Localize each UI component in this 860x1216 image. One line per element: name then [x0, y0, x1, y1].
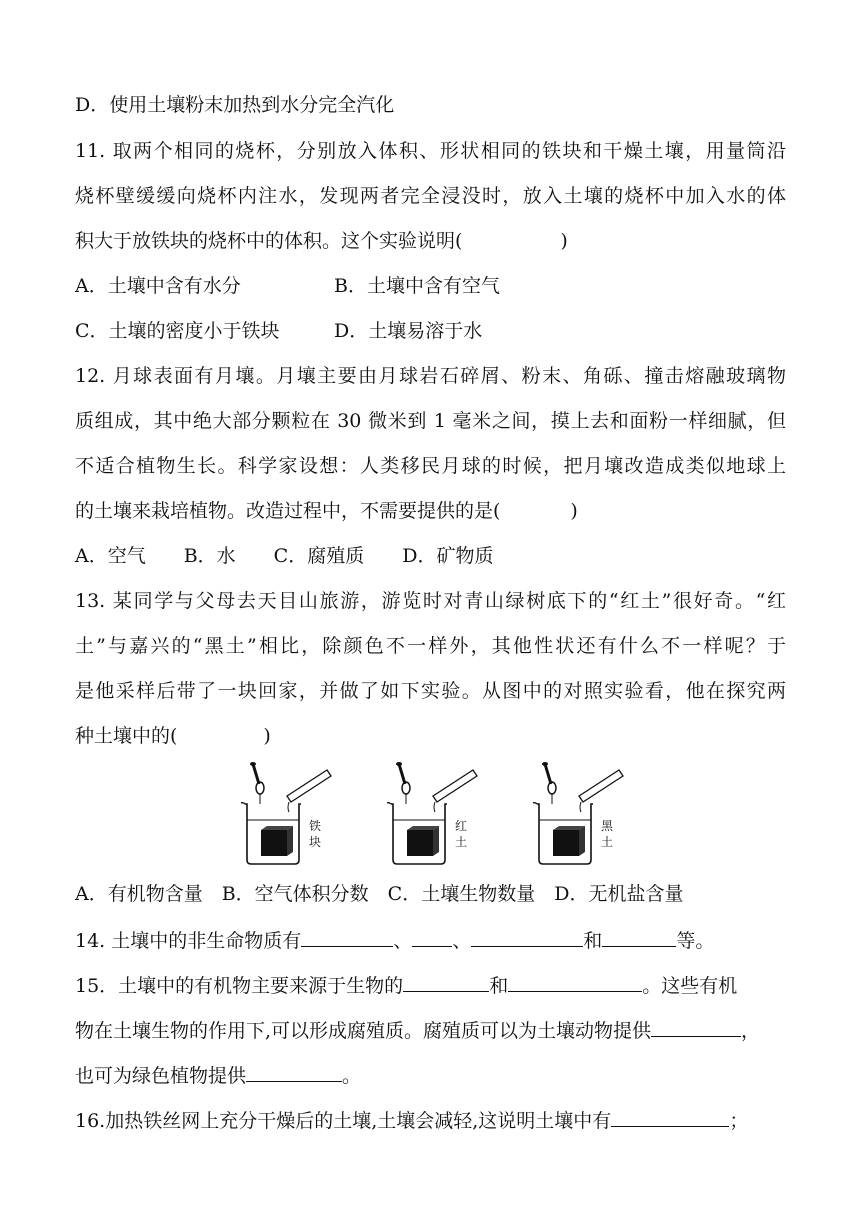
- q13-line-3: 是他采样后带了一块回家，并做了如下实验。从图中的对照实验看，他在探究两: [75, 680, 786, 702]
- q11-line-2: 烧杯壁缓缓向烧杯内注水，发现两者完全浸没时，放入土壤的烧杯中加入水的体: [75, 185, 786, 207]
- q15-blank-3[interactable]: [651, 1018, 741, 1037]
- q16-line: [75, 1108, 748, 1133]
- q12-line-1: 12. 月球表面有月壤。月壤主要由月球岩石碎屑、粉末、角砾、撞击熔融玻璃物: [75, 365, 786, 387]
- q14-blank-1[interactable]: [301, 928, 393, 947]
- q11-option-c: C．土壤的密度小于铁块: [75, 320, 280, 342]
- label-iron-1: 铁: [309, 819, 322, 833]
- q15-blank-4[interactable]: [246, 1063, 342, 1082]
- q15-and: 和: [489, 975, 509, 997]
- q14-sep-1: 、: [393, 930, 413, 952]
- q15-stem-2: 物在土壤生物的作用下,可以形成腐殖质。腐殖质可以为土壤动物提供: [75, 1020, 652, 1042]
- q12-options: A．空气 B．水 C．腐殖质 D．矿物质: [75, 545, 494, 567]
- q11-paren-close: ): [560, 230, 568, 252]
- q15-blank-1[interactable]: [403, 973, 489, 992]
- q15-stem-2-end: ，: [741, 1020, 761, 1042]
- q11-line-3: [75, 229, 568, 253]
- q15-stem-3-end: 。: [342, 1065, 362, 1087]
- q13-stem-end: 种土壤中的(: [75, 725, 178, 747]
- label-red-2: 土: [455, 835, 468, 849]
- beaker-black-soil: [533, 762, 623, 864]
- q11-stem-end: 积大于放铁块的烧杯中的体积。这个实验说明(: [75, 230, 463, 252]
- q15-line-1: [75, 973, 737, 998]
- q15-stem-1: 15．土壤中的有机物主要来源于生物的: [75, 975, 404, 997]
- q15-line-3: [75, 1063, 361, 1088]
- q11-line-1: 11. 取两个相同的烧杯，分别放入体积、形状相同的铁块和干燥土壤，用量筒沿: [75, 140, 786, 162]
- q14-blank-3[interactable]: [471, 928, 583, 947]
- option-d-line: D．使用土壤粉末加热到水分完全汽化: [75, 94, 395, 116]
- q11-option-a: A．土壤中含有水分: [75, 275, 241, 297]
- q12-line-3: 不适合植物生长。科学家设想：人类移民月球的时候，把月壤改造成类似地球上: [75, 455, 786, 477]
- q13-options: A．有机物含量 B．空气体积分数 C．土壤生物数量 D．无机盐含量: [75, 883, 684, 905]
- q12-line-2: 质组成，其中绝大部分颗粒在 30 微米到 1 毫米之间，摸上去和面粉一样细腻，但: [75, 410, 786, 432]
- q12-line-4: [75, 499, 578, 523]
- q15-stem-3: 也可为绿色植物提供: [75, 1065, 247, 1087]
- q16-stem: 16.加热铁丝网上充分干燥后的土壤,土壤会减轻,这说明土壤中有: [75, 1110, 612, 1132]
- q14-blank-4[interactable]: [602, 928, 676, 947]
- q15-line-2: [75, 1018, 760, 1043]
- q13-paren-close: ): [263, 725, 271, 747]
- q13-line-4: [75, 724, 271, 748]
- beaker-red-soil: [387, 762, 477, 864]
- q16-end: ；: [729, 1110, 749, 1132]
- q14-end: 等。: [676, 930, 715, 952]
- experiment-figure: [235, 762, 655, 872]
- q16-blank-1[interactable]: [611, 1108, 729, 1127]
- q14-line: [75, 928, 714, 953]
- label-black-2: 土: [601, 835, 614, 849]
- q14-stem: 14. 土壤中的非生命物质有: [75, 930, 302, 952]
- q12-stem-end: 的土壤来栽培植物。改造过程中，不需要提供的是(: [75, 500, 501, 522]
- label-black-1: 黑: [601, 819, 614, 833]
- q13-line-2: 土”与嘉兴的“黑土”相比，除颜色不一样外，其他性状还有什么不一样呢？于: [75, 635, 786, 657]
- label-iron-2: 块: [309, 835, 322, 849]
- q14-sep-2: 、: [452, 930, 472, 952]
- q11-option-d: D．土壤易溶于水: [334, 320, 483, 342]
- beaker-iron: [241, 762, 331, 864]
- beaker-diagram: [235, 762, 655, 872]
- q14-blank-2[interactable]: [412, 928, 452, 947]
- q13-line-1: 13. 某同学与父母去天目山旅游，游览时对青山绿树底下的“红土”很好奇。“红: [75, 590, 786, 612]
- label-red-1: 红: [455, 819, 468, 833]
- q15-blank-2[interactable]: [508, 973, 642, 992]
- q15-stem-1-end: 。这些有机: [642, 975, 738, 997]
- q11-option-b: B．土壤中含有空气: [334, 275, 500, 297]
- q14-and: 和: [583, 930, 603, 952]
- q12-paren-close: ): [570, 500, 578, 522]
